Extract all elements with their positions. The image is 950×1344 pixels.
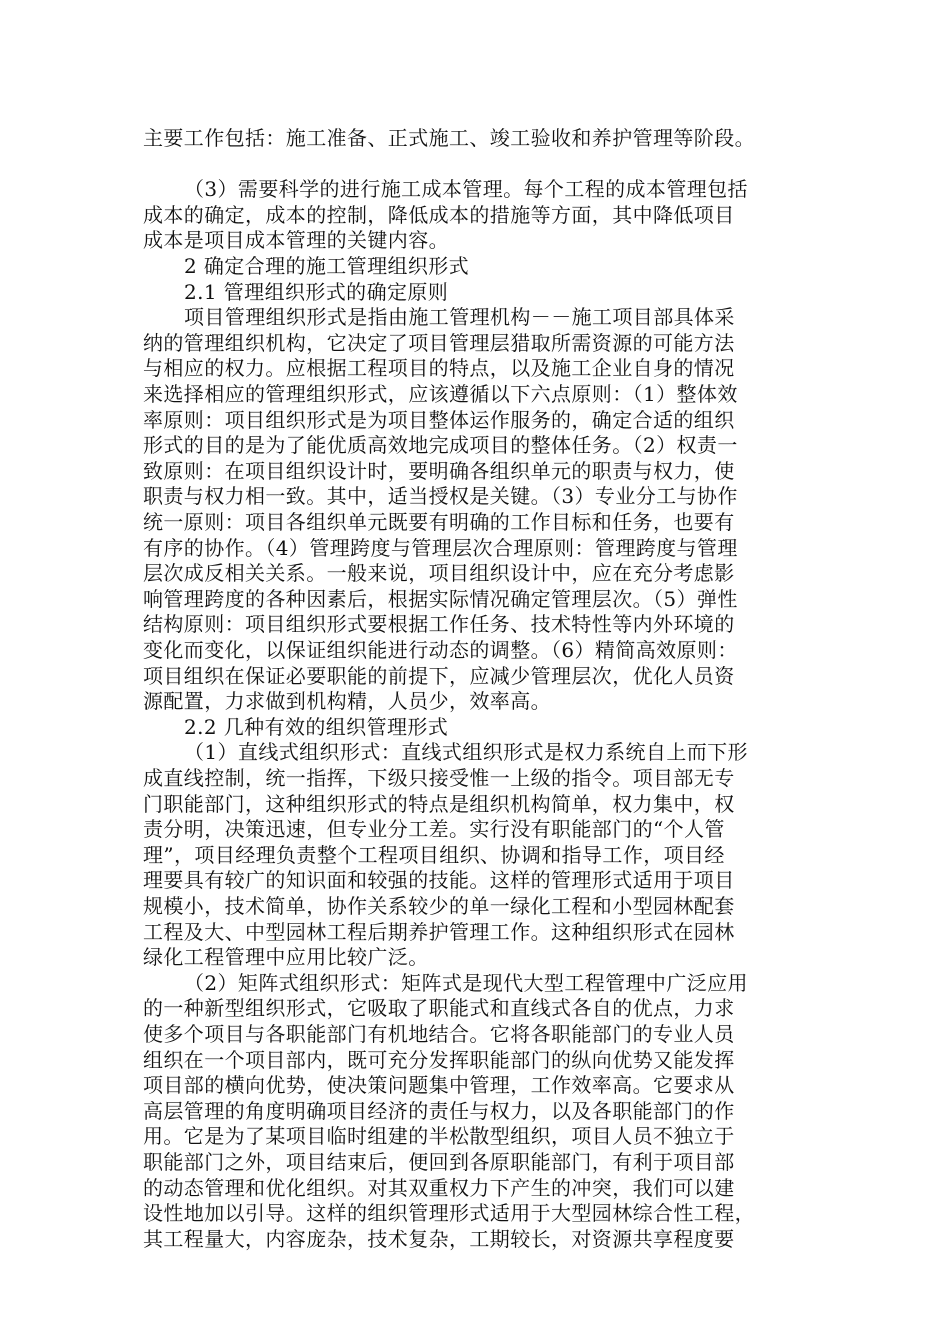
- text-line: 响管理跨度的各种因素后，根据实际情况确定管理层次。（5）弹性: [143, 587, 738, 611]
- subsection-heading-2-1: 2.1 管理组织形式的确定原则: [184, 280, 449, 304]
- text-line: 项目部的横向优势，使决策问题集中管理，工作效率高。它要求从: [143, 1073, 735, 1097]
- paragraph-cost-management: （3）需要科学的进行施工成本管理。每个工程的成本管理包括: [184, 177, 748, 201]
- text-line: 项目组织在保证必要职能的前提下，应减少管理层次，优化人员资: [143, 664, 735, 688]
- text-line: 组织在一个项目部内，既可充分发挥职能部门的纵向优势又能发挥: [143, 1048, 735, 1072]
- text-line: 成本是项目成本管理的关键内容。: [143, 228, 449, 252]
- paragraph-principles: 项目管理组织形式是指由施工管理机构－－施工项目部具体采: [184, 305, 735, 329]
- text-line: 有序的协作。（4）管理跨度与管理层次合理原则：管理跨度与管理: [143, 536, 738, 560]
- text-line: 责分明，决策迅速，但专业分工差。实行没有职能部门的“个人管: [143, 817, 725, 841]
- text-line: 职能部门之外，项目结束后，便回到各原职能部门，有利于项目部: [143, 1150, 735, 1174]
- text-line: 主要工作包括：施工准备、正式施工、竣工验收和养护管理等阶段。: [143, 126, 755, 150]
- text-line: 高层管理的角度明确项目经济的责任与权力，以及各职能部门的作: [143, 1099, 735, 1123]
- text-line: 理”，项目经理负责整个工程项目组织、协调和指导工作，项目经: [143, 843, 725, 867]
- text-line: 的一种新型组织形式，它吸取了职能式和直线式各自的优点，力求: [143, 996, 735, 1020]
- text-line: 结构原则：项目组织形式要根据工作任务、技术特性等内外环境的: [143, 612, 735, 636]
- text-line: 理要具有较广的知识面和较强的技能。这样的管理形式适用于项目: [143, 868, 735, 892]
- subsection-heading-2-2: 2.2 几种有效的组织管理形式: [184, 715, 449, 739]
- text-line: 职责与权力相一致。其中，适当授权是关键。（3）专业分工与协作: [143, 484, 738, 508]
- paragraph-linear-organization: （1）直线式组织形式：直线式组织形式是权力系统自上而下形: [184, 740, 748, 764]
- text-line: 变化而变化，以保证组织能进行动态的调整。（6）精简高效原则：: [143, 638, 738, 662]
- text-line: 使多个项目与各职能部门有机地结合。它将各职能部门的专业人员: [143, 1022, 735, 1046]
- text-line: 绿化工程管理中应用比较广泛。: [143, 945, 429, 969]
- text-line: 来选择相应的管理组织形式，应该遵循以下六点原则：（1）整体效: [143, 382, 738, 406]
- text-line: 统一原则：项目各组织单元既要有明确的工作目标和任务，也要有: [143, 510, 735, 534]
- text-line: 纳的管理组织机构，它决定了项目管理层猎取所需资源的可能方法: [143, 331, 735, 355]
- text-line: 设性地加以引导。这样的组织管理形式适用于大型园林综合性工程，: [143, 1201, 755, 1225]
- text-line: 的动态管理和优化组织。对其双重权力下产生的冲突，我们可以建: [143, 1176, 735, 1200]
- text-line: 其工程量大，内容庞杂，技术复杂，工期较长，对资源共享程度要: [143, 1227, 735, 1251]
- section-heading-2: 2 确定合理的施工管理组织形式: [184, 254, 470, 278]
- text-line: 形式的目的是为了能优质高效地完成项目的整体任务。（2）权责一: [143, 433, 738, 457]
- text-line: 门职能部门，这种组织形式的特点是组织机构简单，权力集中，权: [143, 792, 735, 816]
- text-line: 致原则：在项目组织设计时，要明确各组织单元的职责与权力，使: [143, 459, 735, 483]
- text-line: 层次成反相关关系。一般来说，项目组织设计中，应在充分考虑影: [143, 561, 735, 585]
- text-line: 用。它是为了某项目临时组建的半松散型组织，项目人员不独立于: [143, 1124, 735, 1148]
- text-line: 工程及大、中型园林工程后期养护管理工作。这种组织形式在园林: [143, 920, 735, 944]
- text-line: 成直线控制，统一指挥，下级只接受惟一上级的指令。项目部无专: [143, 766, 735, 790]
- text-line: 源配置，力求做到机构精，人员少，效率高。: [143, 689, 551, 713]
- text-line: 与相应的权力。应根据工程项目的特点，以及施工企业自身的情况: [143, 356, 735, 380]
- paragraph-matrix-organization: （2）矩阵式组织形式：矩阵式是现代大型工程管理中广泛应用: [184, 971, 748, 995]
- text-line: 率原则：项目组织形式是为项目整体运作服务的，确定合适的组织: [143, 408, 735, 432]
- text-line: 成本的确定，成本的控制，降低成本的措施等方面，其中降低项目: [143, 203, 735, 227]
- text-line: 规模小，技术简单，协作关系较少的单一绿化工程和小型园林配套: [143, 894, 735, 918]
